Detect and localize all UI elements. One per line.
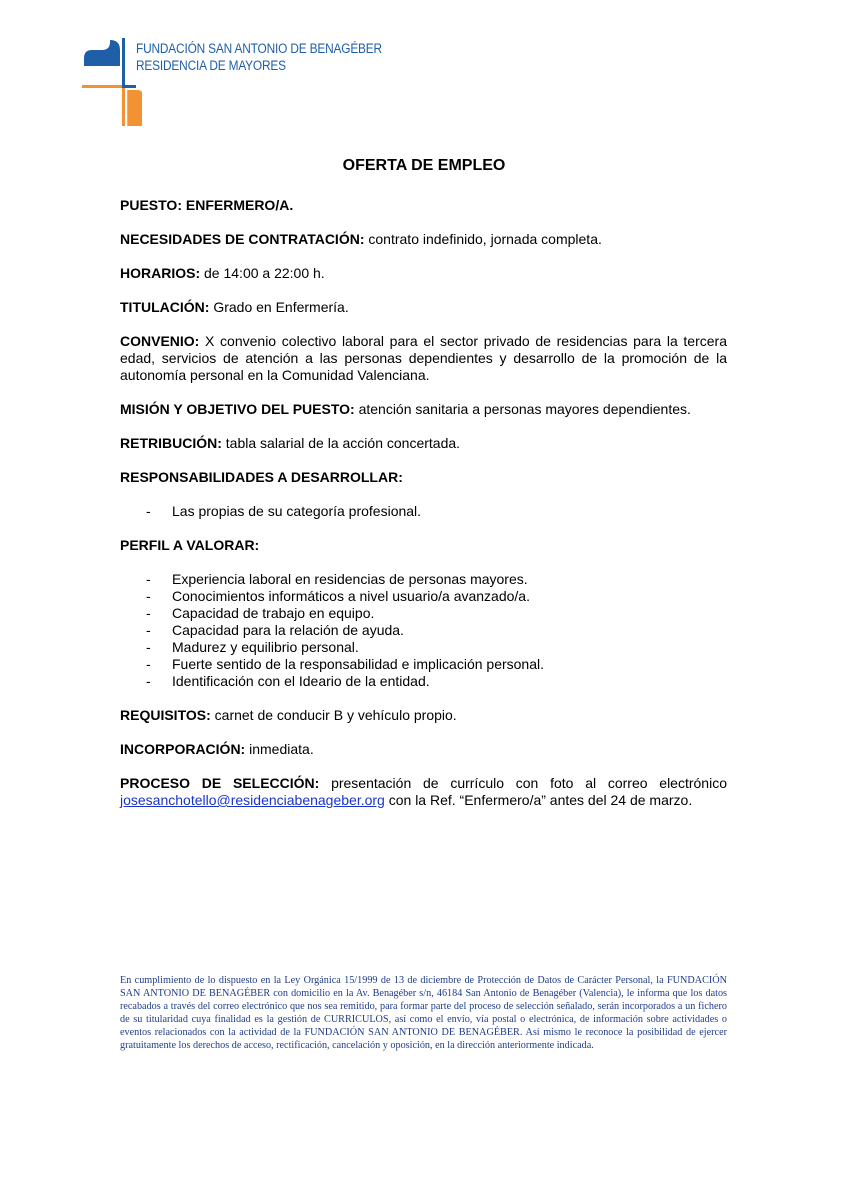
proceso-section [120, 775, 727, 809]
requisitos-section [120, 707, 727, 724]
list-item: - Las propias de su categoría profesional. [120, 503, 727, 520]
mision-section [120, 401, 727, 418]
proceso-label: PROCESO DE SELECCIÓN: [120, 775, 320, 791]
list-item: - Madurez y equilibrio personal. [120, 639, 727, 656]
convenio-text: X convenio colectivo laboral para el sector privado de residencias para la tercera edad, servicios de atención a las personas dependientes y desarrollo de la promoción de la autonomía personal en la Comunidad Valenciana. [120, 333, 727, 383]
organization-logo [82, 38, 382, 130]
responsabilidades-list [120, 503, 727, 520]
retribucion-text: tabla salarial de la acción concertada. [221, 435, 461, 451]
convenio-section [120, 333, 727, 384]
convenio-label: CONVENIO: [120, 333, 200, 349]
page-title: OFERTA DE EMPLEO [342, 157, 506, 174]
incorporacion-text: inmediata. [245, 741, 314, 757]
incorporacion-label: INCORPORACIÓN: [120, 741, 246, 757]
retribucion-label: RETRIBUCIÓN: [120, 435, 222, 451]
organization-name-line2: RESIDENCIA DE MAYORES [136, 58, 286, 73]
necesidades-section [120, 231, 727, 248]
contact-email-link[interactable]: josesanchotello@residenciabenageber.org [120, 792, 385, 808]
job-offer-body [120, 197, 727, 826]
puesto-section [120, 197, 727, 214]
proceso-text-after: con la Ref. “Enfermero/a” antes del 24 de marzo. [384, 792, 693, 808]
titulacion-text: Grado en Enfermería. [209, 299, 349, 315]
list-item: - Capacidad de trabajo en equipo. [120, 605, 727, 622]
requisitos-text: carnet de conducir B y vehículo propio. [210, 707, 457, 723]
list-item: - Conocimientos informáticos a nivel usuario/a avanzado/a. [120, 588, 727, 605]
mision-label: MISIÓN Y OBJETIVO DEL PUESTO: [120, 401, 355, 417]
necesidades-text: contrato indefinido, jornada completa. [364, 231, 602, 247]
retribucion-section [120, 435, 727, 452]
horarios-section [120, 265, 727, 282]
proceso-text: presentación de currículo con foto al correo electrónico [319, 775, 727, 791]
organization-name [136, 40, 382, 74]
perfil-section [120, 537, 727, 554]
list-item: - Fuerte sentido de la responsabilidad e implicación personal. [120, 656, 727, 673]
list-item: - Identificación con el Ideario de la entidad. [120, 673, 727, 690]
data-protection-notice: En cumplimiento de lo dispuesto en la Ley Orgánica 15/1999 de 13 de diciembre de Protección de Datos de Carácter Personal, la FUNDACIÓN SAN ANTONIO DE BENAGÉBER con domicilio en la Av. Benagéber s/n, 46184 San Antonio de Benagéber (Valencia), le informa que los datos recabados a través del correo electrónico que nos sea remitido, para formar parte del proceso de selección señalado, serán incorporados a un fichero de su titularidad cuya finalidad es la gestión de CURRICULOS, así como el envío, vía postal o electrónica, de información sobre actividades o eventos relacionados con la actividad de la FUNDACIÓN SAN ANTONIO DE BENAGÉBER. Así mismo le reconoce la posibilidad de ejercer gratuitamente los derechos de acceso, rectificación, cancelación y oposición, en la dirección anteriormente indicada. [120, 975, 727, 1051]
list-item: - Experiencia laboral en residencias de personas mayores. [120, 571, 727, 588]
responsabilidades-label: RESPONSABILIDADES A DESARROLLAR: [120, 469, 403, 485]
incorporacion-section [120, 741, 727, 758]
necesidades-label: NECESIDADES DE CONTRATACIÓN: [120, 231, 365, 247]
mision-text: atención sanitaria a personas mayores dependientes. [354, 401, 691, 417]
perfil-list [120, 571, 727, 690]
horarios-text: de 14:00 a 22:00 h. [200, 265, 325, 281]
requisitos-label: REQUISITOS: [120, 707, 211, 723]
organization-name-line1: FUNDACIÓN SAN ANTONIO DE BENAGÉBER [136, 41, 382, 56]
titulacion-section [120, 299, 727, 316]
titulacion-label: TITULACIÓN: [120, 299, 210, 315]
responsabilidades-section [120, 469, 727, 486]
perfil-label: PERFIL A VALORAR: [120, 537, 260, 553]
horarios-label: HORARIOS: [120, 265, 201, 281]
puesto-label: PUESTO: ENFERMERO/A. [120, 197, 294, 213]
cross-hearts-logo-icon [82, 38, 142, 130]
list-item: - Capacidad para la relación de ayuda. [120, 622, 727, 639]
